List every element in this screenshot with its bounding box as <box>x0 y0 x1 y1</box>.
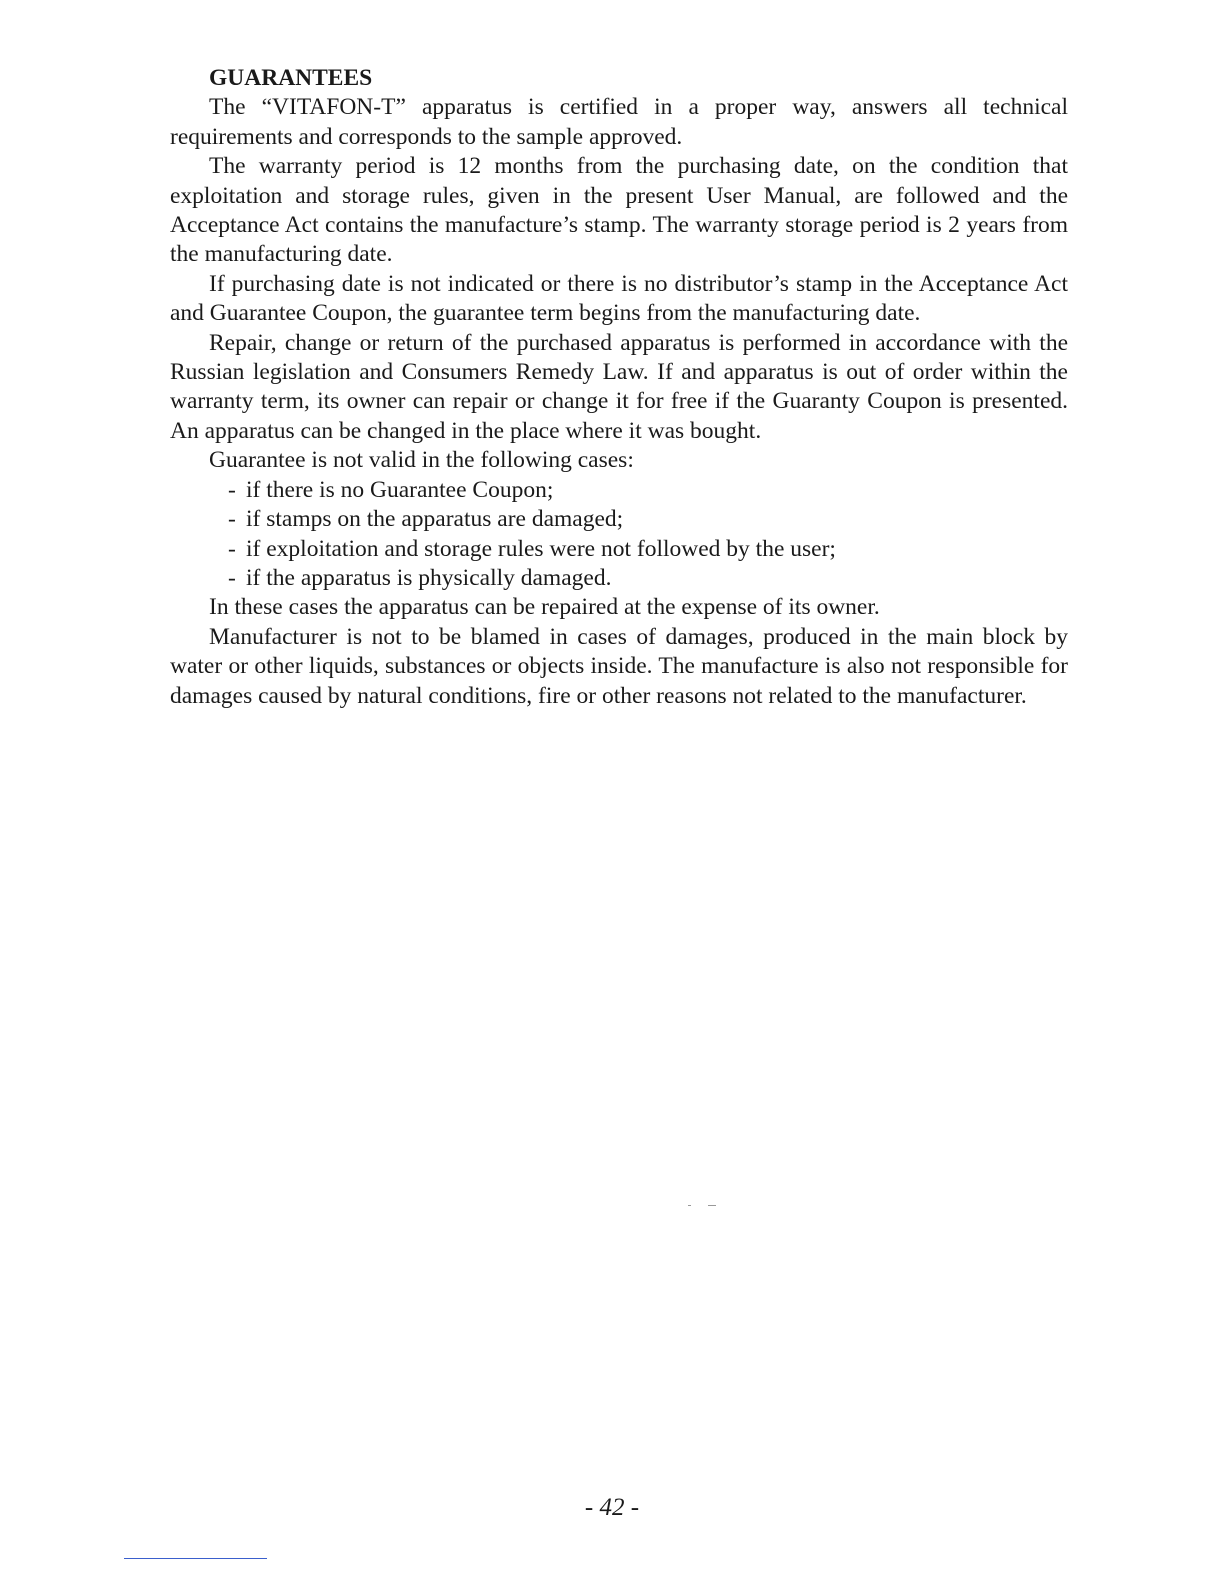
paragraph-liability: Manufacturer is not to be blamed in cases of damages, produced in the main block by water or other liquids, substances or objects inside. The manufacture is also not responsible for damages caused by natural conditions, fire or other reasons not related to the manufacturer. <box>170 623 1068 709</box>
scan-speck <box>688 1205 691 1206</box>
scan-speck <box>708 1205 716 1206</box>
dash-bullet-icon: - <box>228 476 236 503</box>
invalid-cases-list <box>170 476 1068 594</box>
list-item <box>228 564 1068 593</box>
page-number: - 42 - <box>584 1494 640 1521</box>
list-item-text: if the apparatus is physically damaged. <box>246 564 612 591</box>
paragraph-repair-change: Repair, change or return of the purchased apparatus is performed in accordance with the Russian legislation and Consumers Remedy Law. If and apparatus is out of order within the warranty term, its owner can repair or change it for free if the Guaranty Coupon is presented. An apparatus can be changed in the place where it was bought. <box>170 329 1068 444</box>
list-item <box>228 476 1068 505</box>
paragraph-repair-expense: In these cases the apparatus can be repaired at the expense of its owner. <box>209 594 880 621</box>
list-item-text: if exploitation and storage rules were not followed by the user; <box>246 535 836 562</box>
list-item <box>228 505 1068 534</box>
dash-bullet-icon: - <box>228 506 236 533</box>
paragraph-guarantee-term: If purchasing date is not indicated or there is no distributor’s stamp in the Acceptance Act and Guarantee Coupon, the guarantee term begins from the manufacturing date. <box>170 270 1068 327</box>
page-content <box>170 64 1068 711</box>
paragraph-warranty-period: The warranty period is 12 months from the purchasing date, on the condition that exploitation and storage rules, given in the present User Manual, are followed and the Acceptance Act contains the manufacture’s stamp. The warranty storage period is 2 years from the manufacturing date. <box>170 153 1068 268</box>
list-item <box>228 535 1068 564</box>
invalid-cases-intro: Guarantee is not valid in the following cases: <box>209 447 634 474</box>
list-item-text: if there is no Guarantee Coupon; <box>246 476 554 503</box>
paragraph-certification: The “VITAFON-T” apparatus is certified in a proper way, answers all technical requirements and corresponds to the sample approved. <box>170 94 1068 150</box>
dash-bullet-icon: - <box>228 564 236 591</box>
dash-bullet-icon: - <box>228 535 236 562</box>
list-item-text: if stamps on the apparatus are damaged; <box>246 506 624 533</box>
footnote-divider <box>124 1558 267 1559</box>
section-heading: GUARANTEES <box>209 65 373 91</box>
